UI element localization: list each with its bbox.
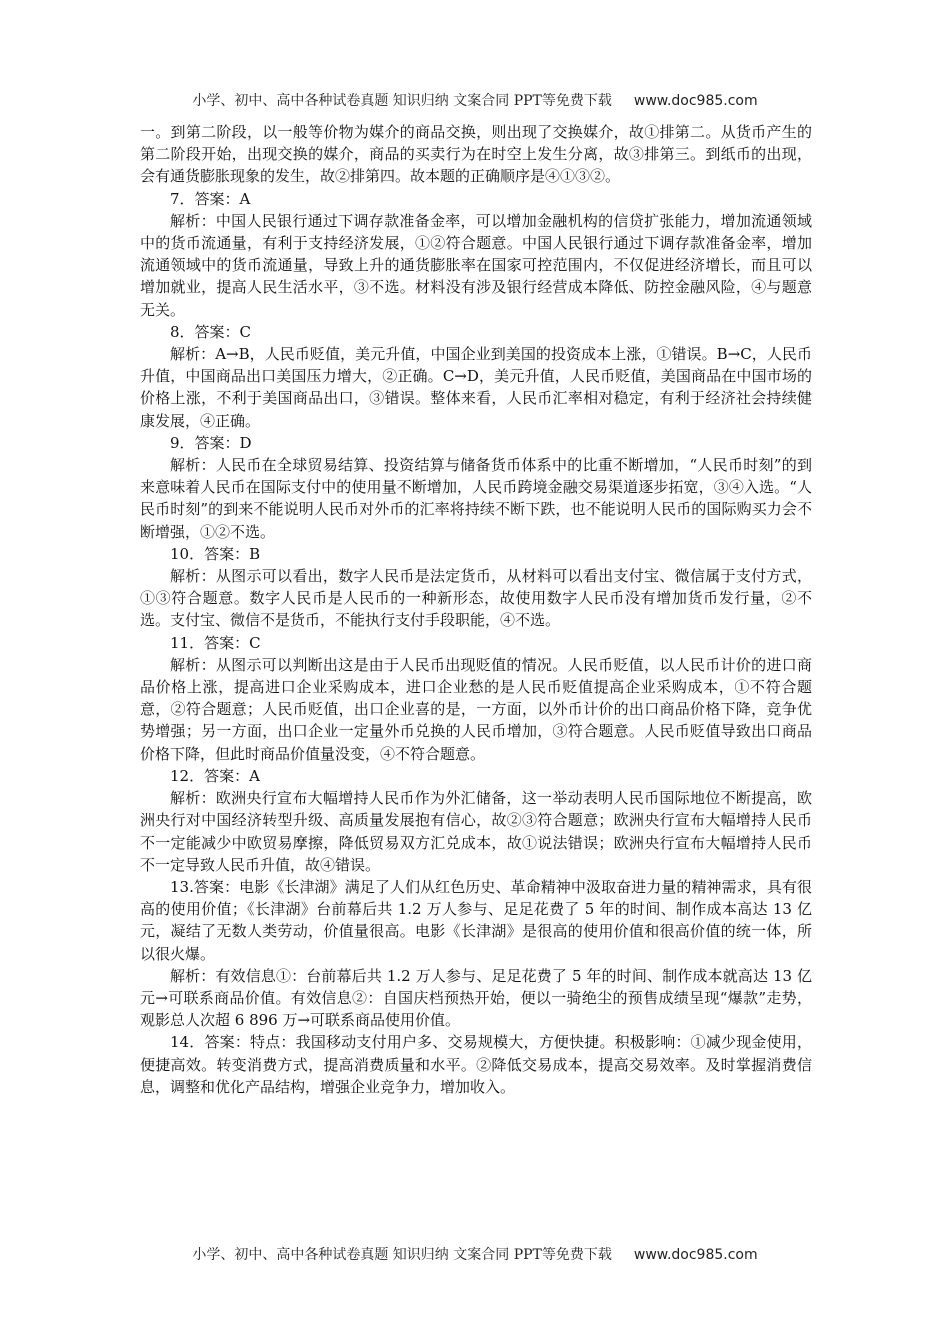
analysis-12: 解析：欧洲央行宣布大幅增持人民币作为外汇储备，这一举动表明人民币国际地位不断提高，欧洲央行对中国经济转型升级、高质量发展抱有信心，故②③符合题意；欧洲央行宣布大幅增持人民币不一定能减少中欧贸易摩擦，降低贸易双方汇兑成本，故①说法错误；欧洲央行宣布大幅增持人民币不一定导致人民币升值，故④错误。 (140, 789, 812, 874)
analysis-9: 解析：人民币在全球贸易结算、投资结算与储备货币体系中的比重不断增加，“人民币时刻”的到来意味着人民币在国际支付中的使用量不断增加，人民币跨境金融交易渠道逐步拓宽，③④入选。“人民币时刻”的到来不能说明人民币对外币的汇率将持续不断下跌，也不能说明人民币的国际购买力会不断增强，①②不选。 (140, 456, 812, 541)
document-body (140, 121, 812, 1098)
answer-11-heading: 11．答案：C (170, 633, 261, 652)
answer-14: 14．答案：特点：我国移动支付用户多、交易规模大，方便快捷。积极影响：①减少现金使用，便捷高效。转变消费方式，提高消费质量和水平。②降低交易成本，提高交易效率。及时掌握消费信息，调整和优化产品结构，增强企业竞争力，增加收入。 (140, 1033, 812, 1096)
analysis-10: 解析：从图示可以看出，数字人民币是法定货币，从材料可以看出支付宝、微信属于支付方式，①③符合题意。数字人民币是人民币的一种新形态，故使用数字人民币没有增加货币发行量，②不选。支付宝、微信不是货币，不能执行支付手段职能，④不选。 (140, 567, 812, 630)
answer-12-heading: 12．答案：A (170, 766, 260, 785)
banner-site-link[interactable]: www.doc985.com (633, 1247, 758, 1263)
answer-13: 13.答案：电影《长津湖》满足了人们从红色历史、革命精神中汲取奋进力量的精神需求，具有很高的使用价值；《长津湖》台前幕后共 1.2 万人参与、足足花费了 5 年的时间、制作成本高达 13 亿元，凝结了无数人类劳动，价值量很高。电影《长津湖》是很高的使用价值和很高价值的统一体，所以很火爆。 (140, 877, 812, 963)
banner-site-link[interactable]: www.doc985.com (633, 93, 758, 109)
banner-text: 小学、初中、高中各种试卷真题 知识归纳 文案合同 PPT等免费下载 (192, 93, 612, 109)
answer-10-heading: 10．答案：B (170, 544, 261, 563)
banner-text: 小学、初中、高中各种试卷真题 知识归纳 文案合同 PPT等免费下载 (192, 1247, 612, 1263)
answer-9-heading: 9．答案：D (170, 433, 252, 452)
answer-7-heading: 7．答案：A (170, 189, 251, 208)
paragraph-intro: 一。到第二阶段，以一般等价物为媒介的商品交换，则出现了交换媒介，故①排第二。从货币产生的第二阶段开始，出现交换的媒介，商品的买卖行为在时空上发生分离，故③排第三。到纸币的出现，会有通货膨胀现象的发生，故②排第四。故本题的正确顺序是④①③②。 (140, 123, 812, 186)
footer-banner (0, 1244, 950, 1264)
analysis-7: 解析：中国人民银行通过下调存款准备金率，可以增加金融机构的信贷扩张能力，增加流通领域中的货币流通量，有利于支持经济发展，①②符合题意。中国人民银行通过下调存款准备金率，增加流通领域中的货币流通量，导致上升的通货膨胀率在国家可控范围内，不仅促进经济增长，而且可以增加就业，提高人民生活水平，③不选。材料没有涉及银行经营成本降低、防控金融风险，④与题意无关。 (140, 211, 812, 319)
analysis-11: 解析：从图示可以判断出这是由于人民币出现贬值的情况。人民币贬值，以人民币计价的进口商品价格上涨，提高进口企业采购成本，进口企业愁的是人民币贬值提高企业采购成本，①不符合题意，②符合题意；人民币贬值，出口企业喜的是，一方面，以外币计价的出口商品价格下降，竞争优势增强；另一方面，出口企业一定量外币兑换的人民币增加，③符合题意。人民币贬值导致出口商品价格下降，但此时商品价值量没变，④不符合题意。 (140, 655, 812, 763)
analysis-8: 解析：A→B，人民币贬值，美元升值，中国企业到美国的投资成本上涨，①错误。B→C，人民币升值，中国商品出口美国压力增大，②正确。C→D，美元升值，人民币贬值，美国商品在中国市场的价格上涨，不利于美国商品出口，③错误。整体来看，人民币汇率相对稳定，有利于经济社会持续健康发展，④正确。 (140, 345, 812, 430)
analysis-13: 解析：有效信息①：台前幕后共 1.2 万人参与、足足花费了 5 年的时间、制作成本就高达 13 亿元→可联系商品价值。有效信息②：自国庆档预热开始，便以一骑绝尘的预售成绩呈现“爆款”走势，观影总人次超 6 896 万→可联系商品使用价值。 (140, 966, 812, 1030)
header-banner (0, 90, 950, 110)
answer-8-heading: 8．答案：C (170, 322, 252, 341)
